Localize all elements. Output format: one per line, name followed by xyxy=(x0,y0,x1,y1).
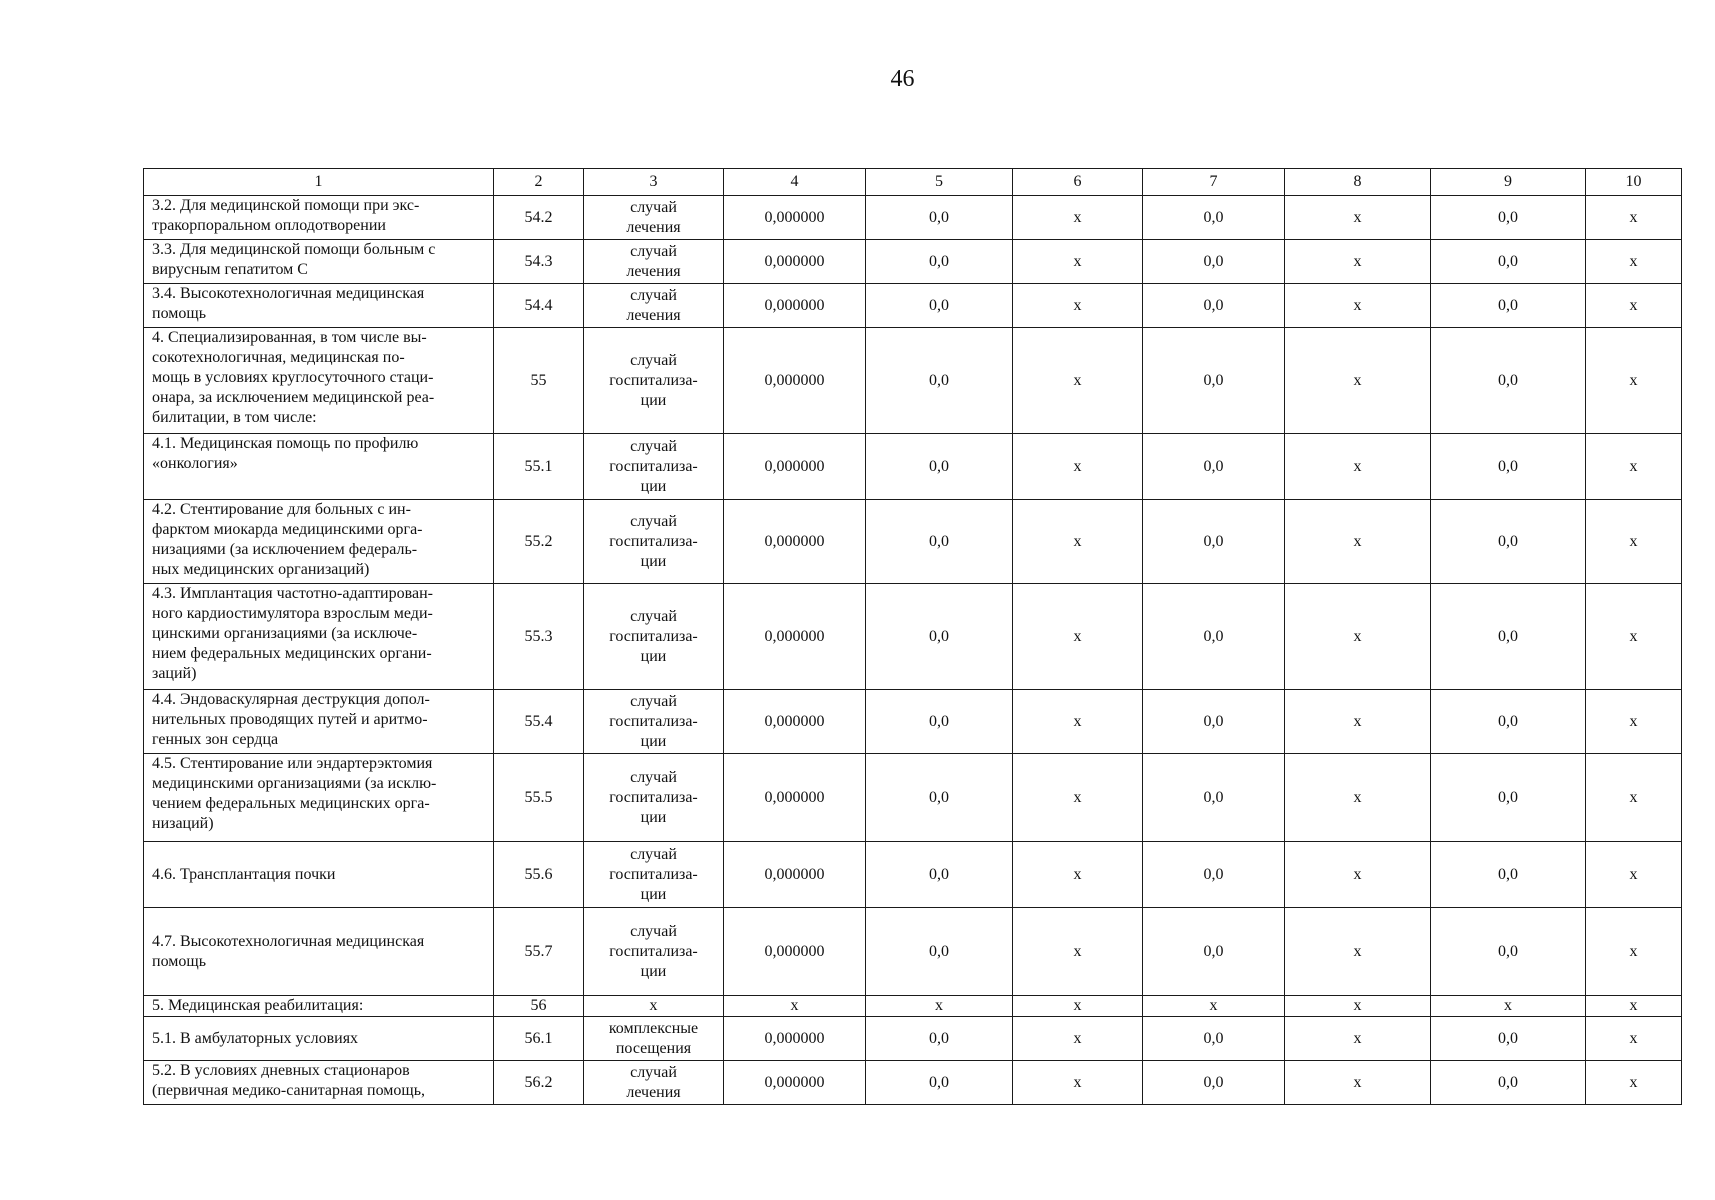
cell-c9: х xyxy=(1431,996,1586,1017)
cell-c9: 0,0 xyxy=(1431,240,1586,284)
cell-c4: 0,000000 xyxy=(724,842,866,908)
cell-c4: 0,000000 xyxy=(724,584,866,690)
cell-c7: 0,0 xyxy=(1143,754,1285,842)
cell-c10: х xyxy=(1586,1061,1682,1105)
cell-c7: 0,0 xyxy=(1143,284,1285,328)
cell-c6: х xyxy=(1013,1061,1143,1105)
cell-c6: х xyxy=(1013,584,1143,690)
cell-c8: х xyxy=(1285,434,1431,500)
cell-code: 56 xyxy=(494,996,584,1017)
cell-c8: х xyxy=(1285,500,1431,584)
cell-c5: 0,0 xyxy=(866,1061,1013,1105)
cell-c10: х xyxy=(1586,328,1682,434)
cell-unit: случай госпитализа- ции xyxy=(584,754,724,842)
cell-c4: 0,000000 xyxy=(724,500,866,584)
cell-c9: 0,0 xyxy=(1431,690,1586,754)
cell-code: 55.3 xyxy=(494,584,584,690)
cell-c7: 0,0 xyxy=(1143,908,1285,996)
cell-c6: х xyxy=(1013,908,1143,996)
cell-c10: х xyxy=(1586,996,1682,1017)
cell-c9: 0,0 xyxy=(1431,754,1586,842)
row-name-cell: 4.6. Трансплантация почки xyxy=(144,842,494,908)
row-name-cell: 3.4. Высокотехнологичная медицинская помощь xyxy=(144,284,494,328)
cell-code: 55 xyxy=(494,328,584,434)
cell-c7: 0,0 xyxy=(1143,328,1285,434)
cell-unit: х xyxy=(584,996,724,1017)
cell-c8: х xyxy=(1285,1061,1431,1105)
cell-c7: 0,0 xyxy=(1143,842,1285,908)
row-name-cell: 4.5. Стентирование или эндартерэктомия медицинскими организациями (за исклю- чением федеральных медицинских орга- низаций) xyxy=(144,754,494,842)
cell-c8: х xyxy=(1285,996,1431,1017)
cell-code: 55.2 xyxy=(494,500,584,584)
cell-c8: х xyxy=(1285,284,1431,328)
cell-c4: 0,000000 xyxy=(724,196,866,240)
cell-code: 56.1 xyxy=(494,1017,584,1061)
cell-c7: 0,0 xyxy=(1143,584,1285,690)
cell-c6: х xyxy=(1013,842,1143,908)
cell-unit: случай лечения xyxy=(584,196,724,240)
row-name-cell: 5.2. В условиях дневных стационаров (первичная медико-санитарная помощь, xyxy=(144,1061,494,1105)
cell-c6: х xyxy=(1013,996,1143,1017)
cell-c10: х xyxy=(1586,240,1682,284)
cell-c5: 0,0 xyxy=(866,908,1013,996)
cell-c8: х xyxy=(1285,690,1431,754)
cell-c10: х xyxy=(1586,500,1682,584)
cell-c5: 0,0 xyxy=(866,284,1013,328)
cell-c5: 0,0 xyxy=(866,196,1013,240)
cell-c8: х xyxy=(1285,754,1431,842)
cell-c6: х xyxy=(1013,500,1143,584)
cell-c6: х xyxy=(1013,240,1143,284)
cell-unit: случай лечения xyxy=(584,1061,724,1105)
row-name-cell: 4.3. Имплантация частотно-адаптирован- ного кардиостимулятора взрослым меди- цинскими организациями (за исключе- нием федеральных медицинских органи- заций) xyxy=(144,584,494,690)
cell-c9: 0,0 xyxy=(1431,284,1586,328)
header-cell: 3 xyxy=(584,169,724,196)
table-row xyxy=(144,434,1682,500)
table-row xyxy=(144,500,1682,584)
cell-unit: случай госпитализа- ции xyxy=(584,328,724,434)
header-cell: 1 xyxy=(144,169,494,196)
table-row xyxy=(144,584,1682,690)
cell-c4: 0,000000 xyxy=(724,1017,866,1061)
header-cell: 10 xyxy=(1586,169,1682,196)
cell-c4: 0,000000 xyxy=(724,328,866,434)
cell-unit: случай госпитализа- ции xyxy=(584,908,724,996)
cell-c5: 0,0 xyxy=(866,754,1013,842)
header-cell: 8 xyxy=(1285,169,1431,196)
cell-c7: 0,0 xyxy=(1143,434,1285,500)
cell-c7: 0,0 xyxy=(1143,1061,1285,1105)
page-number: 46 xyxy=(890,66,915,92)
cell-c8: х xyxy=(1285,328,1431,434)
cell-c8: х xyxy=(1285,584,1431,690)
cell-c4: х xyxy=(724,996,866,1017)
cell-c4: 0,000000 xyxy=(724,754,866,842)
cell-c4: 0,000000 xyxy=(724,690,866,754)
cell-c8: х xyxy=(1285,196,1431,240)
cell-c5: х xyxy=(866,996,1013,1017)
cell-unit: комплексные посещения xyxy=(584,1017,724,1061)
cell-c9: 0,0 xyxy=(1431,908,1586,996)
cell-code: 54.3 xyxy=(494,240,584,284)
row-name-cell: 5. Медицинская реабилитация: xyxy=(144,996,494,1017)
table-row xyxy=(144,842,1682,908)
row-name-cell: 3.3. Для медицинской помощи больным с вирусным гепатитом С xyxy=(144,240,494,284)
cell-c8: х xyxy=(1285,240,1431,284)
table-row xyxy=(144,240,1682,284)
cell-c7: 0,0 xyxy=(1143,690,1285,754)
cell-unit: случай лечения xyxy=(584,240,724,284)
cell-c10: х xyxy=(1586,196,1682,240)
cell-c5: 0,0 xyxy=(866,1017,1013,1061)
cell-c4: 0,000000 xyxy=(724,240,866,284)
table-row xyxy=(144,1061,1682,1105)
cell-c10: х xyxy=(1586,842,1682,908)
cell-c4: 0,000000 xyxy=(724,434,866,500)
table-row xyxy=(144,996,1682,1017)
table-row xyxy=(144,1017,1682,1061)
cell-c6: х xyxy=(1013,434,1143,500)
header-cell: 5 xyxy=(866,169,1013,196)
cell-c5: 0,0 xyxy=(866,500,1013,584)
cell-code: 56.2 xyxy=(494,1061,584,1105)
cell-unit: случай госпитализа- ции xyxy=(584,690,724,754)
cell-c4: 0,000000 xyxy=(724,1061,866,1105)
cell-code: 54.4 xyxy=(494,284,584,328)
table-row xyxy=(144,690,1682,754)
data-table xyxy=(143,168,1682,1105)
cell-c4: 0,000000 xyxy=(724,284,866,328)
row-name-cell: 4.1. Медицинская помощь по профилю «онкология» xyxy=(144,434,494,500)
cell-c8: х xyxy=(1285,908,1431,996)
header-cell: 4 xyxy=(724,169,866,196)
cell-c10: х xyxy=(1586,434,1682,500)
cell-c9: 0,0 xyxy=(1431,500,1586,584)
cell-code: 54.2 xyxy=(494,196,584,240)
cell-c9: 0,0 xyxy=(1431,584,1586,690)
header-cell: 2 xyxy=(494,169,584,196)
cell-c8: х xyxy=(1285,842,1431,908)
cell-c10: х xyxy=(1586,908,1682,996)
cell-c10: х xyxy=(1586,1017,1682,1061)
table-row xyxy=(144,284,1682,328)
cell-unit: случай госпитализа- ции xyxy=(584,500,724,584)
cell-c5: 0,0 xyxy=(866,842,1013,908)
row-name-cell: 4.4. Эндоваскулярная деструкция допол- нительных проводящих путей и аритмо- генных зон сердца xyxy=(144,690,494,754)
cell-c9: 0,0 xyxy=(1431,434,1586,500)
row-name-cell: 3.2. Для медицинской помощи при экс- тракорпоральном оплодотворении xyxy=(144,196,494,240)
cell-c9: 0,0 xyxy=(1431,196,1586,240)
row-name-cell: 4. Специализированная, в том числе вы- сокотехнологичная, медицинская по- мощь в условиях круглосуточного стаци- онара, за исключением медицинской реа- билитации, в том числе: xyxy=(144,328,494,434)
cell-unit: случай госпитализа- ции xyxy=(584,584,724,690)
cell-c5: 0,0 xyxy=(866,240,1013,284)
header-cell: 6 xyxy=(1013,169,1143,196)
cell-c7: 0,0 xyxy=(1143,500,1285,584)
cell-code: 55.5 xyxy=(494,754,584,842)
cell-c7: 0,0 xyxy=(1143,196,1285,240)
cell-c8: х xyxy=(1285,1017,1431,1061)
cell-code: 55.4 xyxy=(494,690,584,754)
cell-unit: случай лечения xyxy=(584,284,724,328)
cell-c6: х xyxy=(1013,754,1143,842)
cell-c7: 0,0 xyxy=(1143,1017,1285,1061)
cell-c6: х xyxy=(1013,690,1143,754)
cell-c5: 0,0 xyxy=(866,584,1013,690)
cell-c10: х xyxy=(1586,690,1682,754)
cell-c6: х xyxy=(1013,196,1143,240)
cell-code: 55.6 xyxy=(494,842,584,908)
cell-code: 55.1 xyxy=(494,434,584,500)
cell-unit: случай госпитализа- ции xyxy=(584,434,724,500)
cell-c6: х xyxy=(1013,328,1143,434)
row-name-cell: 4.7. Высокотехнологичная медицинская помощь xyxy=(144,908,494,996)
cell-c5: 0,0 xyxy=(866,690,1013,754)
cell-c9: 0,0 xyxy=(1431,1017,1586,1061)
cell-c6: х xyxy=(1013,1017,1143,1061)
cell-c10: х xyxy=(1586,584,1682,690)
cell-code: 55.7 xyxy=(494,908,584,996)
cell-c10: х xyxy=(1586,754,1682,842)
cell-c7: 0,0 xyxy=(1143,240,1285,284)
row-name-cell: 4.2. Стентирование для больных с ин- фарктом миокарда медицинскими орга- низациями (за исключением федераль- ных медицинских организаций) xyxy=(144,500,494,584)
cell-c9: 0,0 xyxy=(1431,842,1586,908)
cell-c4: 0,000000 xyxy=(724,908,866,996)
header-cell: 9 xyxy=(1431,169,1586,196)
table-row xyxy=(144,196,1682,240)
table-row xyxy=(144,328,1682,434)
cell-c5: 0,0 xyxy=(866,434,1013,500)
table-row xyxy=(144,908,1682,996)
row-name-cell: 5.1. В амбулаторных условиях xyxy=(144,1017,494,1061)
cell-c6: х xyxy=(1013,284,1143,328)
cell-unit: случай госпитализа- ции xyxy=(584,842,724,908)
cell-c9: 0,0 xyxy=(1431,328,1586,434)
cell-c5: 0,0 xyxy=(866,328,1013,434)
header-cell: 7 xyxy=(1143,169,1285,196)
cell-c10: х xyxy=(1586,284,1682,328)
header-row xyxy=(144,169,1682,196)
table-row xyxy=(144,754,1682,842)
cell-c9: 0,0 xyxy=(1431,1061,1586,1105)
cell-c7: х xyxy=(1143,996,1285,1017)
